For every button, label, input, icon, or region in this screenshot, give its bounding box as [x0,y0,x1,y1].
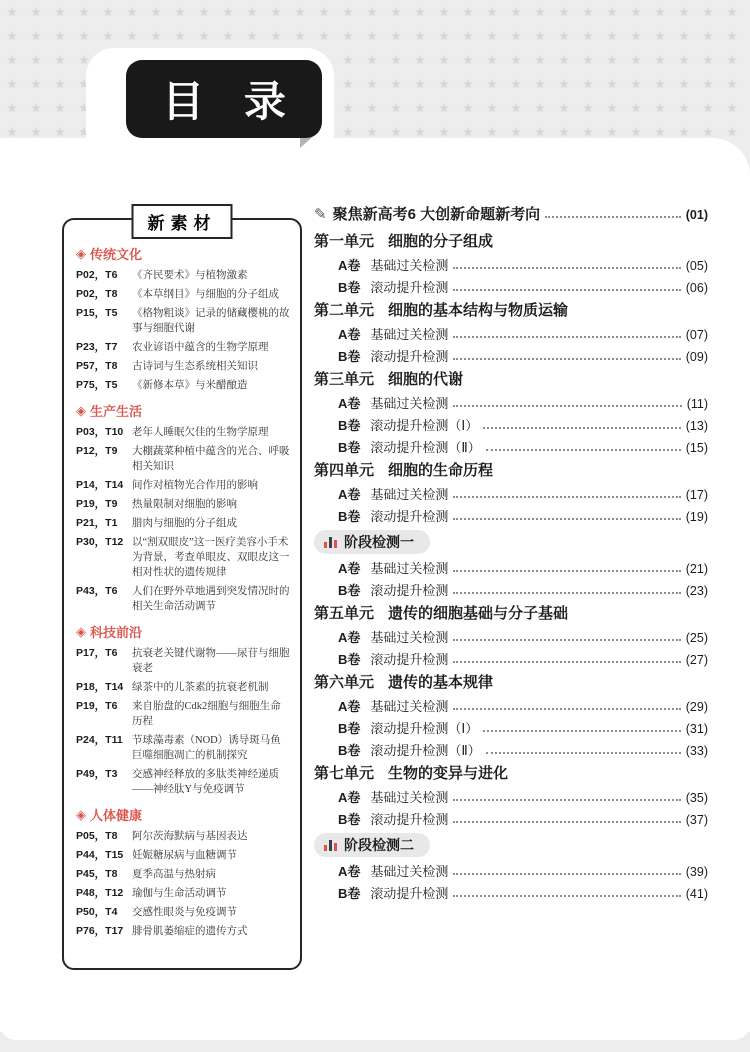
exam-paper-label: B卷 [338,280,361,295]
page-number: (39) [685,865,708,879]
exam-paper-label: B卷 [338,418,361,433]
toc-entry-row [338,863,708,881]
list-item [76,287,290,302]
dotted-leader [453,405,681,407]
item-description: 交感性眼炎与免疫调节 [132,907,237,918]
exam-paper-title: 滚动提升检测 [370,886,449,901]
page-number: (35) [685,791,708,805]
sidebar-section-items [76,425,290,614]
exam-paper-title: 滚动提升检测（Ⅰ） [370,721,479,736]
page-number: (11) [686,397,708,411]
item-page-ref: P49，T3 [76,768,118,780]
dotted-leader [453,592,680,594]
item-page-ref: P12，T9 [76,445,118,457]
list-item [76,584,290,614]
item-description: 《本草纲目》与细胞的分子组成 [132,289,279,300]
toc-unit-title [314,673,708,693]
dotted-leader [486,752,681,754]
list-item [76,867,290,882]
exam-paper-title: 滚动提升检测 [370,509,449,524]
item-page-ref: P19，T9 [76,498,118,510]
exam-paper-label: A卷 [338,258,361,273]
item-page-ref: P44，T15 [76,849,124,861]
stage-test-badge [314,530,430,554]
toc-entry-row [338,651,708,669]
exam-paper-title: 滚动提升检测 [370,812,449,827]
exam-paper-title: 滚动提升检测 [370,652,449,667]
toc-entry-row [338,742,708,760]
item-description: 腓骨肌萎缩症的遗传方式 [132,926,248,937]
toc-unit-title [314,370,708,390]
dotted-leader [453,518,680,520]
list-item [76,268,290,283]
unit-number: 第七单元 [314,765,375,782]
item-page-ref: P02，T6 [76,269,118,281]
item-description: 《新修本草》与米醋酿造 [132,380,248,391]
exam-paper-label: B卷 [338,349,361,364]
item-description: 老年人睡眠欠佳的生物学原理 [132,427,269,438]
toc-unit-title [314,604,708,624]
item-page-ref: P19，T6 [76,700,118,712]
item-description: 农业谚语中蕴含的生物学原理 [132,342,269,353]
toc-entry-row [338,560,708,578]
item-description: 《齐民要术》与植物激素 [132,270,248,281]
sidebar-section-title: 人体健康 [90,808,143,823]
list-item [76,646,290,676]
exam-paper-label: B卷 [338,583,361,598]
page-number: (09) [685,350,708,364]
toc-entry-row [338,257,708,275]
page-number: (31) [685,722,708,736]
page-title: 目 录 [162,78,300,125]
exam-paper-label: A卷 [338,699,361,714]
dotted-leader [453,267,680,269]
page-number: (05) [685,259,708,273]
exam-paper-title: 滚动提升检测 [370,349,449,364]
exam-paper-label: A卷 [338,327,361,342]
item-page-ref: P75，T5 [76,379,118,391]
unit-name: 细胞的生命历程 [388,462,494,479]
page-number: (07) [685,328,708,342]
item-description: 绿茶中的儿茶素的抗衰老机制 [132,682,269,693]
exam-paper-title: 滚动提升检测（Ⅱ） [370,743,481,758]
item-page-ref: P14，T14 [76,479,124,491]
bar-chart-icon [324,840,337,851]
item-page-ref: P43，T6 [76,585,118,597]
item-page-ref: P45，T8 [76,868,118,880]
dotted-leader [453,336,680,338]
unit-number: 第六单元 [314,674,375,691]
diamond-icon: ◈ [76,403,86,418]
page-number: (29) [685,700,708,714]
exam-paper-label: B卷 [338,721,361,736]
item-page-ref: P48，T12 [76,887,124,899]
toc-entry-row [338,582,708,600]
dotted-leader [483,427,681,429]
page-number: (37) [685,813,708,827]
stage-test-title: 阶段检测二 [344,837,414,853]
unit-number: 第一单元 [314,233,375,250]
sidebar-section-items [76,646,290,797]
page-title-box [126,60,322,138]
exam-paper-label: A卷 [338,561,361,576]
page-number: (27) [685,653,708,667]
item-description: 以“割双眼皮”这一医疗美容小手术为背景，考查单眼皮、双眼皮这一相对性状的遗传规律 [132,537,290,578]
sidebar-new-materials [62,214,302,970]
diamond-icon: ◈ [76,807,86,822]
item-description: 瑜伽与生命活动调节 [132,888,227,899]
exam-paper-title: 滚动提升检测（Ⅰ） [370,418,479,433]
dotted-leader [545,216,681,218]
page-number: (41) [685,887,708,901]
exam-paper-title: 滚动提升检测 [370,280,449,295]
sidebar-section-items [76,829,290,939]
dotted-leader [453,661,680,663]
page-number: (17) [685,488,708,502]
page-number: (19) [685,510,708,524]
exam-paper-label: A卷 [338,630,361,645]
list-item [76,924,290,939]
toc-intro-row [314,206,708,224]
unit-name: 细胞的基本结构与物质运输 [388,302,569,319]
sidebar-section-header [76,401,290,420]
exam-paper-title: 基础过关检测 [370,630,449,645]
unit-number: 第五单元 [314,605,375,622]
toc-entry-row [338,395,708,413]
unit-name: 细胞的分子组成 [388,233,494,250]
exam-paper-label: B卷 [338,440,361,455]
list-item [76,733,290,763]
list-item [76,340,290,355]
dotted-leader [453,799,680,801]
item-description: 热量限制对细胞的影响 [132,499,237,510]
stage-test-row [314,530,708,554]
toc-entries [314,206,708,907]
exam-paper-label: A卷 [338,790,361,805]
toc-entry-row [338,326,708,344]
exam-paper-title: 基础过关检测 [370,327,449,342]
page-number: (15) [685,441,708,455]
exam-paper-label: B卷 [338,652,361,667]
toc-unit-title [314,764,708,784]
item-description: 腊肉与细胞的分子组成 [132,518,237,529]
sidebar-section-header [76,622,290,641]
page-number: (33) [685,744,708,758]
item-description: 夏季高温与热射病 [132,869,216,880]
toc-entry-row [338,698,708,716]
stage-test-badge [314,833,430,857]
item-page-ref: P76，T17 [76,925,124,937]
item-page-ref: P50，T4 [76,906,118,918]
sidebar-section [76,805,290,939]
dotted-leader [483,730,681,732]
item-description: 间作对植物光合作用的影响 [132,480,258,491]
bar-chart-icon [324,537,337,548]
item-page-ref: P15，T5 [76,307,118,319]
unit-name: 遗传的细胞基础与分子基础 [388,605,569,622]
dotted-leader [453,708,680,710]
exam-paper-title: 基础过关检测 [370,396,449,411]
item-description: 妊娠糖尿病与血糖调节 [132,850,237,861]
sidebar-section-items [76,268,290,393]
exam-paper-label: A卷 [338,396,361,411]
item-page-ref: P05，T8 [76,830,118,842]
sidebar-section-title: 科技前沿 [90,625,143,640]
item-page-ref: P21，T1 [76,517,118,529]
exam-paper-label: A卷 [338,864,361,879]
list-item [76,444,290,474]
item-page-ref: P03，T10 [76,426,124,438]
unit-number: 第四单元 [314,462,375,479]
page-number: (06) [685,281,708,295]
stage-test-title: 阶段检测一 [344,534,414,550]
toc-entry-row [338,417,708,435]
toc-entry-row [338,279,708,297]
toc-entry-row [338,439,708,457]
dotted-leader [453,873,680,875]
diamond-icon: ◈ [76,246,86,261]
unit-name: 细胞的代谢 [388,371,464,388]
toc-entry-row [338,885,708,903]
exam-paper-label: A卷 [338,487,361,502]
exam-paper-label: B卷 [338,886,361,901]
sidebar-section [76,622,290,797]
dotted-leader [453,358,680,360]
item-description: 阿尔茨海默病与基因表达 [132,831,248,842]
sidebar-section-title: 传统文化 [90,247,143,262]
exam-paper-title: 基础过关检测 [370,699,449,714]
page-number: (13) [685,419,708,433]
unit-name: 遗传的基本规律 [388,674,494,691]
toc-entry-row [338,486,708,504]
list-item [76,699,290,729]
item-page-ref: P30，T12 [76,536,124,548]
toc-entry-row [338,508,708,526]
unit-number: 第二单元 [314,302,375,319]
page-number: (21) [685,562,708,576]
list-item [76,425,290,440]
exam-paper-label: B卷 [338,743,361,758]
item-description: 《格物粗谈》记录的储藏樱桃的故事与细胞代谢 [132,308,290,334]
unit-number: 第三单元 [314,371,375,388]
exam-paper-title: 滚动提升检测 [370,583,449,598]
item-description: 古诗词与生态系统相关知识 [132,361,258,372]
list-item [76,680,290,695]
toc-entry-row [338,789,708,807]
list-item [76,359,290,374]
list-item [76,497,290,512]
list-item [76,306,290,336]
dotted-leader [453,570,680,572]
exam-paper-title: 基础过关检测 [370,864,449,879]
exam-paper-label: B卷 [338,812,361,827]
list-item [76,886,290,901]
list-item [76,378,290,393]
toc-unit-title [314,461,708,481]
toc-entry-row [338,720,708,738]
list-item [76,767,290,797]
stage-test-row [314,833,708,857]
dotted-leader [453,289,680,291]
toc-entry-row [338,811,708,829]
item-description: 来自胎盘的Cdk2细胞与细胞生命历程 [132,701,281,727]
dotted-leader [486,449,681,451]
sidebar-section [76,244,290,393]
item-page-ref: P24，T11 [76,734,123,746]
dotted-leader [453,639,680,641]
list-item [76,829,290,844]
sidebar-section-title: 生产生活 [90,404,143,419]
dotted-leader [453,821,680,823]
list-item [76,905,290,920]
exam-paper-label: B卷 [338,509,361,524]
unit-name: 生物的变异与进化 [388,765,509,782]
item-page-ref: P02，T8 [76,288,118,300]
dotted-leader [453,496,680,498]
list-item [76,478,290,493]
item-description: 节球藻毒素（NOD）诱导斑马鱼巨噬细胞凋亡的机制探究 [132,735,281,761]
item-page-ref: P23，T7 [76,341,118,353]
exam-paper-title: 滚动提升检测（Ⅱ） [370,440,481,455]
toc-unit-title [314,232,708,252]
dotted-leader [453,895,680,897]
item-description: 交感神经释放的多肽类神经递质——神经肽Y与免疫调节 [132,769,279,795]
item-description: 抗衰老关键代谢物——尿苷与细胞衰老 [132,648,290,674]
page-number: (01) [685,208,708,222]
pencil-icon: ✎ [314,206,327,223]
diamond-icon: ◈ [76,624,86,639]
page-number: (23) [685,584,708,598]
item-description: 大棚蔬菜种植中蕴含的光合、呼吸相关知识 [132,446,290,472]
item-page-ref: P57，T8 [76,360,118,372]
exam-paper-title: 基础过关检测 [370,561,449,576]
sidebar-section-header [76,244,290,263]
exam-paper-title: 基础过关检测 [370,258,449,273]
sidebar-section [76,401,290,614]
list-item [76,848,290,863]
item-page-ref: P17，T6 [76,647,118,659]
sidebar-sections [76,244,290,939]
toc-entry-row [338,348,708,366]
item-page-ref: P18，T14 [76,681,124,693]
sidebar-section-header [76,805,290,824]
toc-unit-title [314,301,708,321]
list-item [76,535,290,580]
page-number: (25) [685,631,708,645]
item-description: 人们在野外草地遇到突发情况时的相关生命活动调节 [132,586,290,612]
exam-paper-title: 基础过关检测 [370,487,449,502]
intro-title: 聚焦新高考6 大创新命题新考向 [332,206,541,223]
exam-paper-title: 基础过关检测 [370,790,449,805]
list-item [76,516,290,531]
toc-entry-row [338,629,708,647]
sidebar-title: 新素材 [132,204,233,239]
